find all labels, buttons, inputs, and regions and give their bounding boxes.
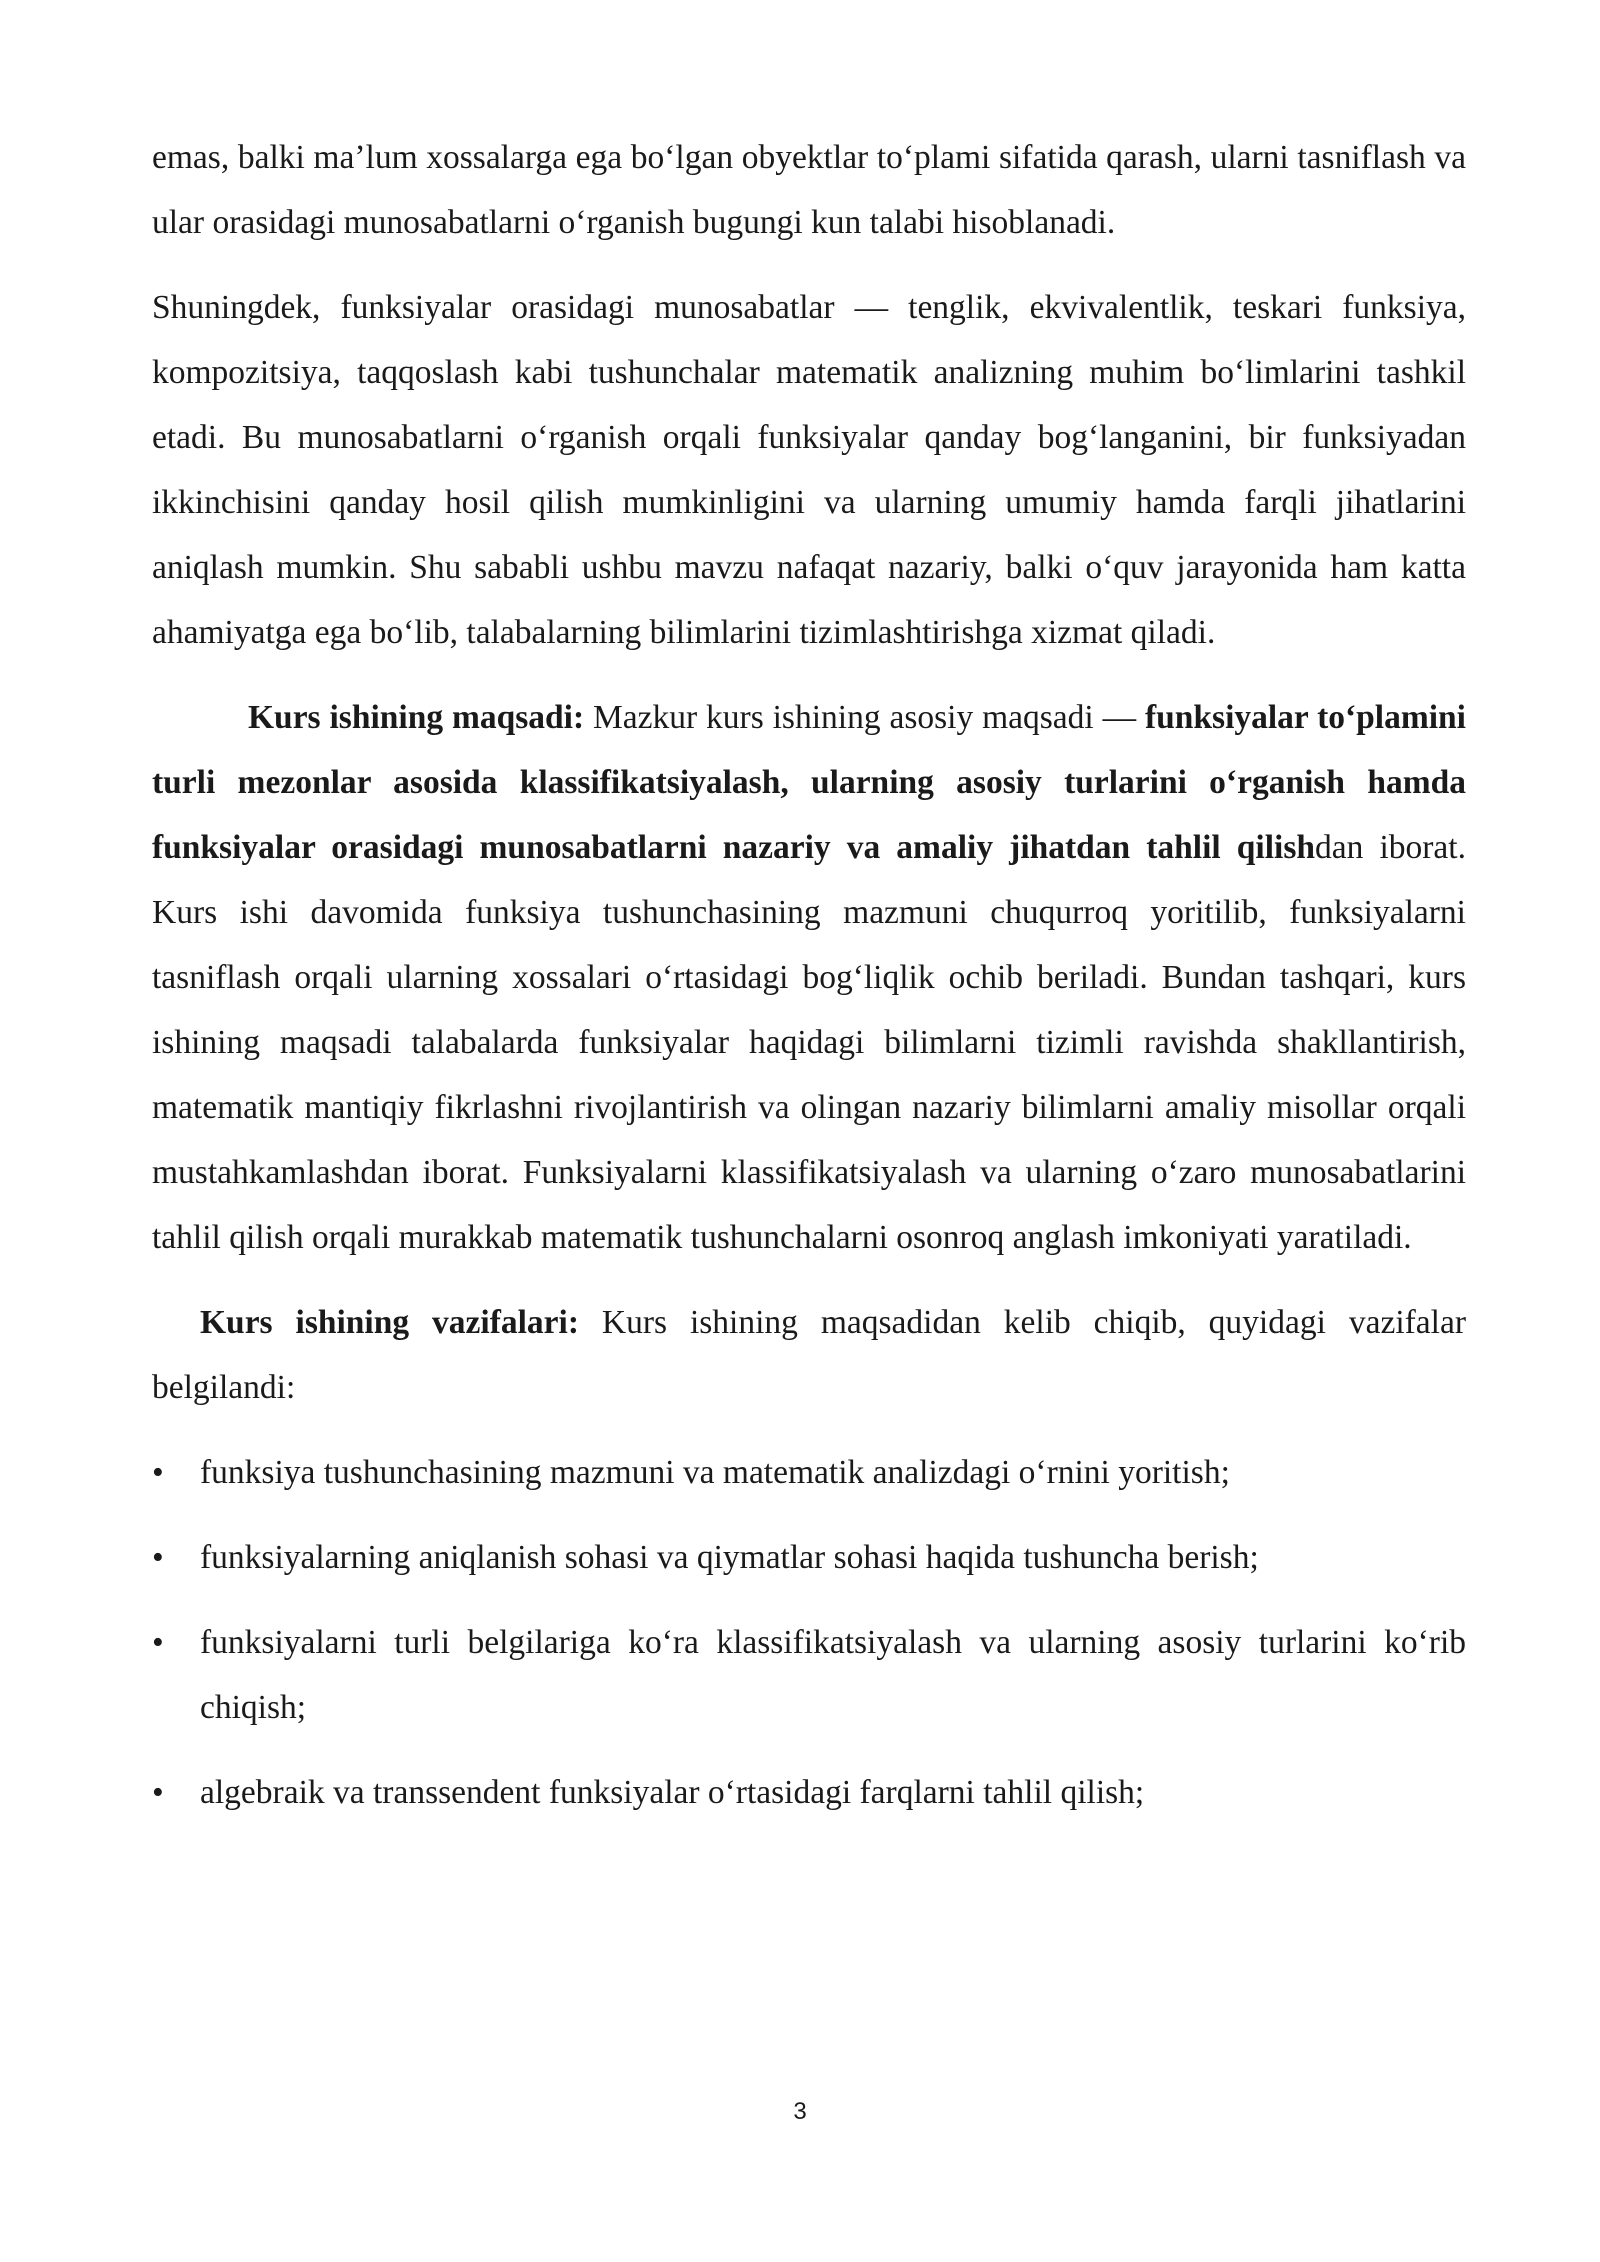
- goal-heading: Kurs ishining maqsadi:: [248, 699, 585, 736]
- bullet-icon: •: [152, 1454, 164, 1491]
- goal-intro: Mazkur kurs ishining asosiy maqsadi —: [584, 699, 1145, 736]
- list-item: [152, 1610, 1466, 1740]
- bullet-icon: •: [152, 1539, 164, 1576]
- paragraph-goal: [152, 685, 1466, 1270]
- bullet-icon: •: [152, 1774, 164, 1811]
- list-item-text: funksiyalarning aniqlanish sohasi va qiymatlar sohasi haqida tushuncha berish;: [200, 1539, 1259, 1576]
- list-item-text: funksiya tushunchasining mazmuni va matematik analizdagi oʻrnini yoritish;: [200, 1454, 1230, 1491]
- list-item: [152, 1525, 1466, 1590]
- list-item: [152, 1760, 1466, 1825]
- document-page: [152, 125, 1466, 1845]
- list-item-text: funksiyalarni turli belgilariga koʻra klassifikatsiyalash va ularning asosiy turlarini koʻrib chiqish;: [200, 1624, 1466, 1726]
- list-item-text: algebraik va transsendent funksiyalar oʻrtasidagi farqlarni tahlil qilish;: [200, 1774, 1145, 1811]
- bullet-icon: •: [152, 1624, 164, 1661]
- paragraph-continuation: emas, balki maʼlum xossalarga ega boʻlgan obyektlar toʻplami sifatida qarash, ularni tasniflash va ular orasidagi munosabatlarni oʻrganish bugungi kun talabi hisoblanadi.: [152, 139, 1466, 241]
- tasks-heading: Kurs ishining vazifalari:: [200, 1304, 579, 1341]
- tasks-intro: Kurs ishining maqsadidan kelib chiqib, quyidagi vazifalar belgilandi:: [152, 1304, 1466, 1406]
- page-number: 3: [793, 2098, 807, 2125]
- paragraph-tasks: [152, 1290, 1466, 1420]
- tasks-list: [152, 1440, 1466, 1825]
- goal-rest: dan iborat. Kurs ishi davomida funksiya tushunchasining mazmuni chuqurroq yoritilib, funksiyalarni tasniflash orqali ularning xossalari oʻrtasidagi bogʻliqlik ochib beriladi. Bundan tashqari, kurs ishining maqsadi talabalarda funksiyalar haqidagi bilimlarni tizimli ravishda shakllantirish, matematik mantiqiy fikrlashni rivojlantirish va olingan nazariy bilimlarni amaliy misollar orqali mustahkamlashdan iborat. Funksiyalarni klassifikatsiyalash va ularning oʻzaro munosabatlarini tahlil qilish orqali murakkab matematik tushunchalarni osonroq anglash imkoniyati yaratiladi.: [152, 829, 1466, 1256]
- goal-bold-statement: funksiyalar toʻplamini turli mezonlar asosida klassifikatsiyalash, ularning asosiy turlarini oʻrganish hamda funksiyalar orasidagi munosabatlarni nazariy va amaliy jihatdan tahlil qilish: [152, 699, 1466, 866]
- paragraph-relations: Shuningdek, funksiyalar orasidagi munosabatlar — tenglik, ekvivalentlik, teskari funksiya, kompozitsiya, taqqoslash kabi tushunchalar matematik analizning muhim boʻlimlarini tashkil etadi. Bu munosabatlarni oʻrganish orqali funksiyalar qanday bogʻlanganini, bir funksiyadan ikkinchisini qanday hosil qilish mumkinligini va ularning umumiy hamda farqli jihatlarini aniqlash mumkin. Shu sababli ushbu mavzu nafaqat nazariy, balki oʻquv jarayonida ham katta ahamiyatga ega boʻlib, talabalarning bilimlarini tizimlashtirishga xizmat qiladi.: [152, 289, 1466, 651]
- list-item: [152, 1440, 1466, 1505]
